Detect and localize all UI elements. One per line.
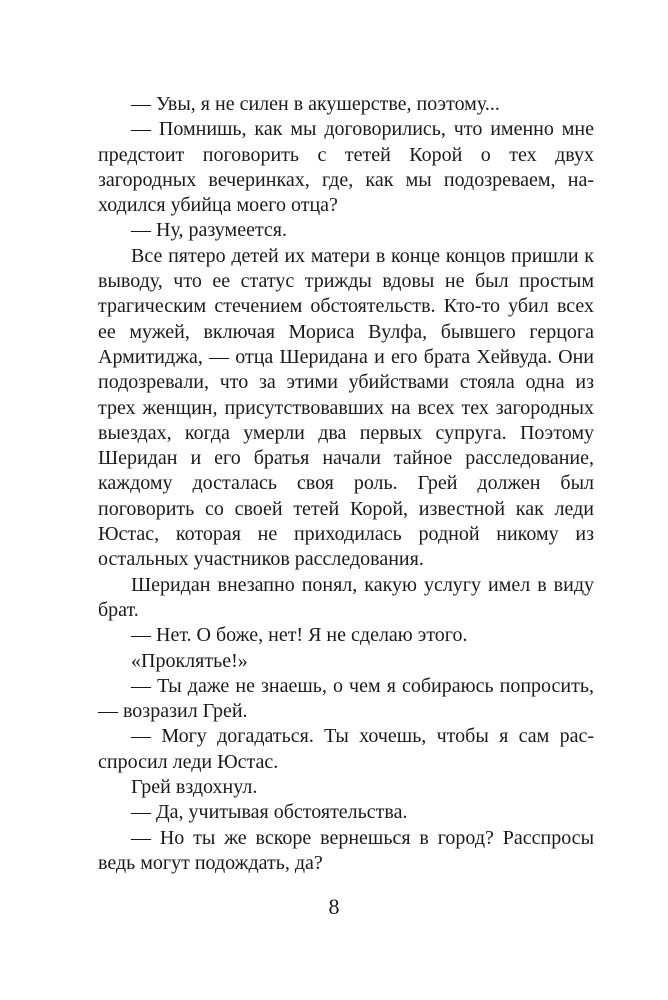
paragraph-10: Грей вздохнул. xyxy=(131,776,258,799)
page-number: 8 xyxy=(328,894,340,919)
paragraph-6: — Нет. О боже, нет! Я не сделаю этого. xyxy=(131,624,468,647)
paragraph-8: — Ты даже не знаешь, о чем я собираюсь попросить, — возразил Грей. xyxy=(98,674,594,723)
paragraph-7: «Проклятье!» xyxy=(131,649,248,672)
paragraph-1: — Увы, я не силен в акушерстве, поэтому... xyxy=(131,93,500,115)
paragraph-5: Шеридан внезапно понял, какую услугу имел в виду брат. xyxy=(98,573,594,621)
paragraph-4: Все пятеро детей их матери в конце концов пришли к выводу, что ее статус трижды вдовы не был простым трагическим стечением обстоятельств. Кто-то убил всех ее мужей, включая Мориса Вулфа, бывшего герцога Армитиджа, — отца Шеридана и его брата Хейвуда. Они подозревали, что за этими убийствами стояла одна из трех женщин, присутствовавших на всех тех загородных выездах, когда умерли два первых супруга. Поэтому Шеридан и его братья начали тайное расследование, каждому досталась своя роль. Грей должен был поговорить со своей тетей Корой, известной как леди Юстас, которая не приходилась родной никому из остальных участников расследования. xyxy=(98,244,594,571)
paragraph-2: — Помнишь, как мы договорились, что именно мне предстоит поговорить с тетей Корой о тех двух загородных вечеринках, где, как мы подозреваем, находился убийца моего отца? xyxy=(98,118,594,217)
paragraph-9: — Могу догадаться. Ты хочешь, чтобы я сам расспросил леди Юстас. xyxy=(98,725,594,773)
paragraph-3: — Ну, разумеется. xyxy=(131,219,288,242)
body-text xyxy=(98,92,594,876)
paragraph-12: — Но ты же вскоре вернешься в город? Расспросы ведь могут подождать, да? xyxy=(98,826,594,874)
paragraph-11: — Да, учитывая обстоятельства. xyxy=(131,801,408,824)
